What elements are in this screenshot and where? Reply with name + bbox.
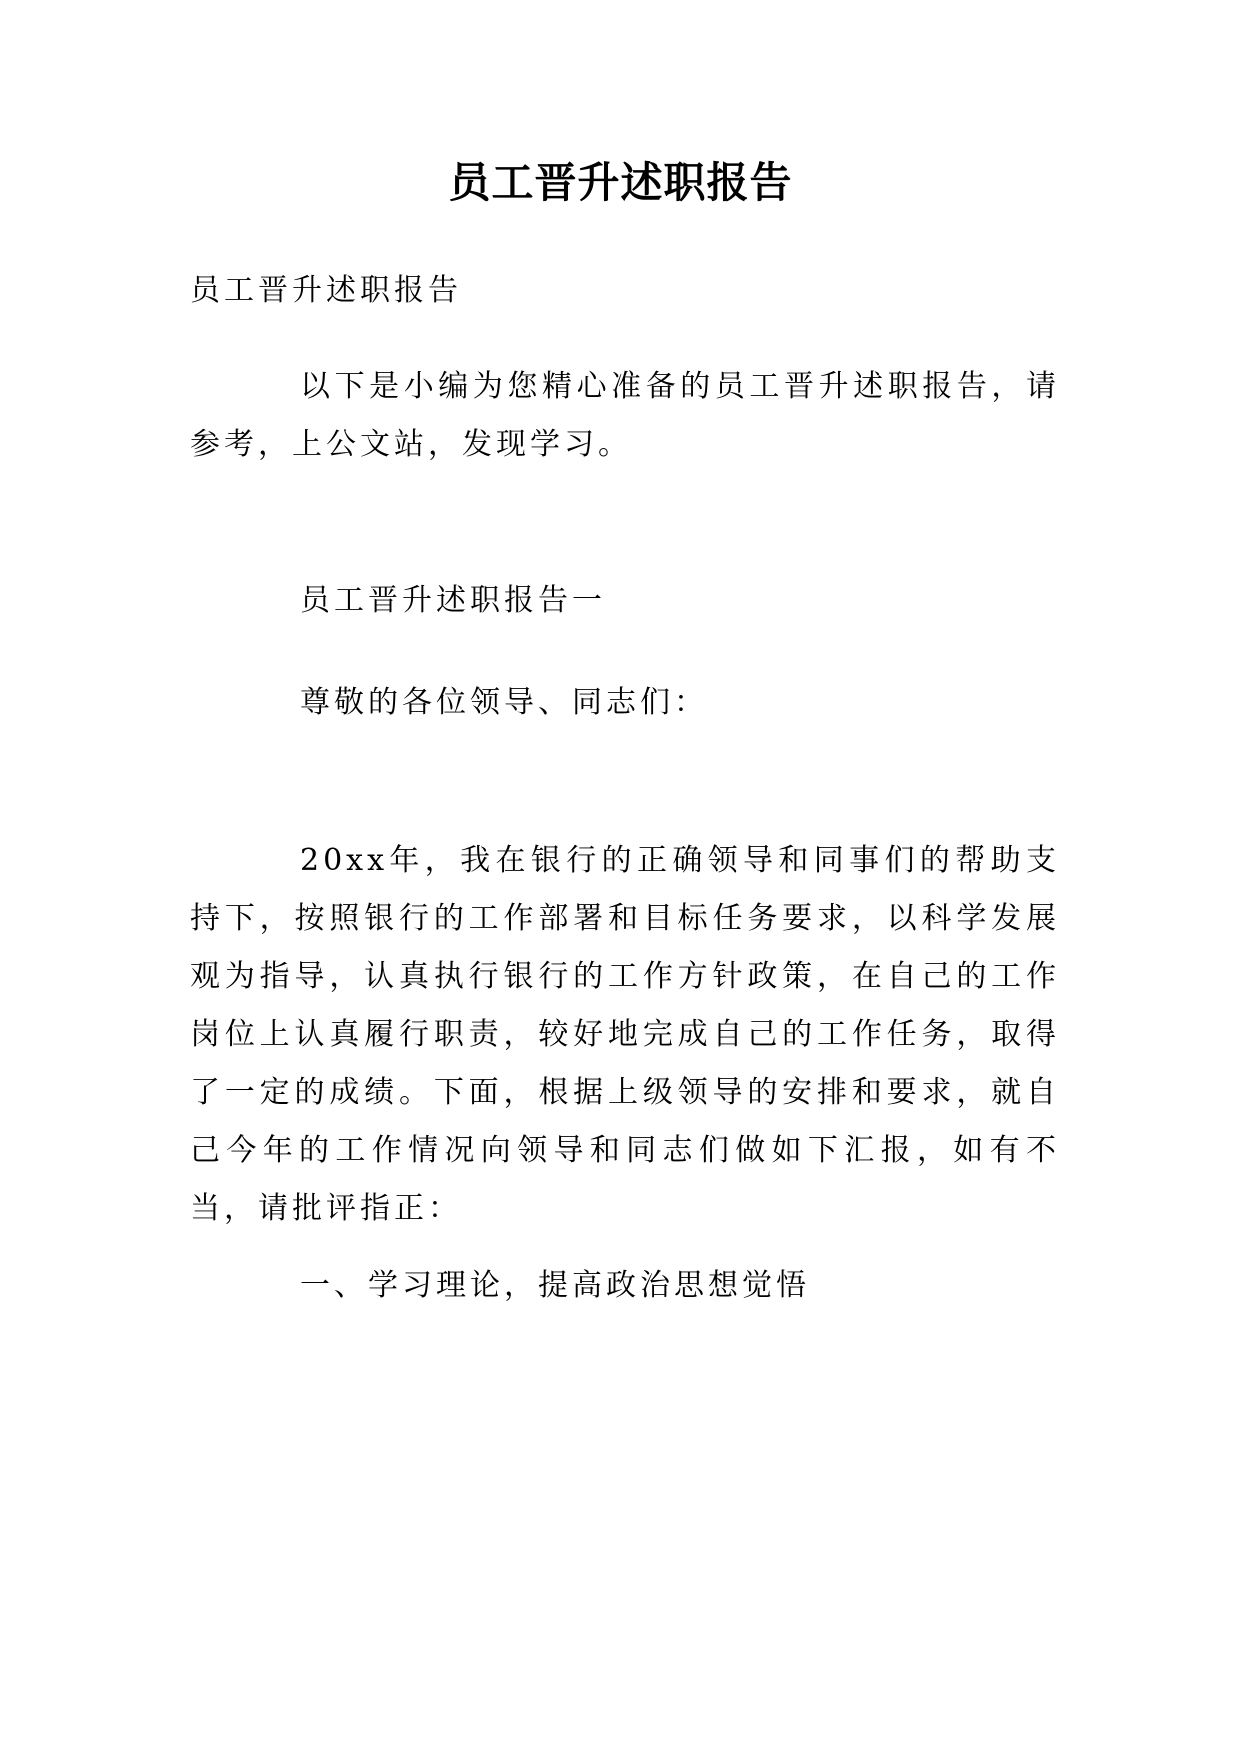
section-heading: 员工晋升述职报告一: [300, 583, 606, 618]
document-subtitle: 员工晋升述职报告: [190, 273, 462, 308]
intro-paragraph: 以下是小编为您精心准备的员工晋升述职报告，请参考，上公文站，发现学习。: [190, 369, 1060, 462]
salutation: 尊敬的各位领导、同志们：: [300, 685, 708, 720]
body-paragraph: 20xx年，我在银行的正确领导和同事们的帮助支持下，按照银行的工作部署和目标任务要求，以科学发展观为指导，认真执行银行的工作方针政策，在自己的工作岗位上认真履行职责，较好地完成自己的工作任务，取得了一定的成绩。下面，根据上级领导的安排和要求，就自己今年的工作情况向领导和同志们做如下汇报，如有不当，请批评指正：: [190, 843, 1060, 1226]
document-title: 员工晋升述职报告: [448, 158, 793, 207]
point-one-heading: 一、学习理论，提高政治思想觉悟: [300, 1268, 810, 1303]
